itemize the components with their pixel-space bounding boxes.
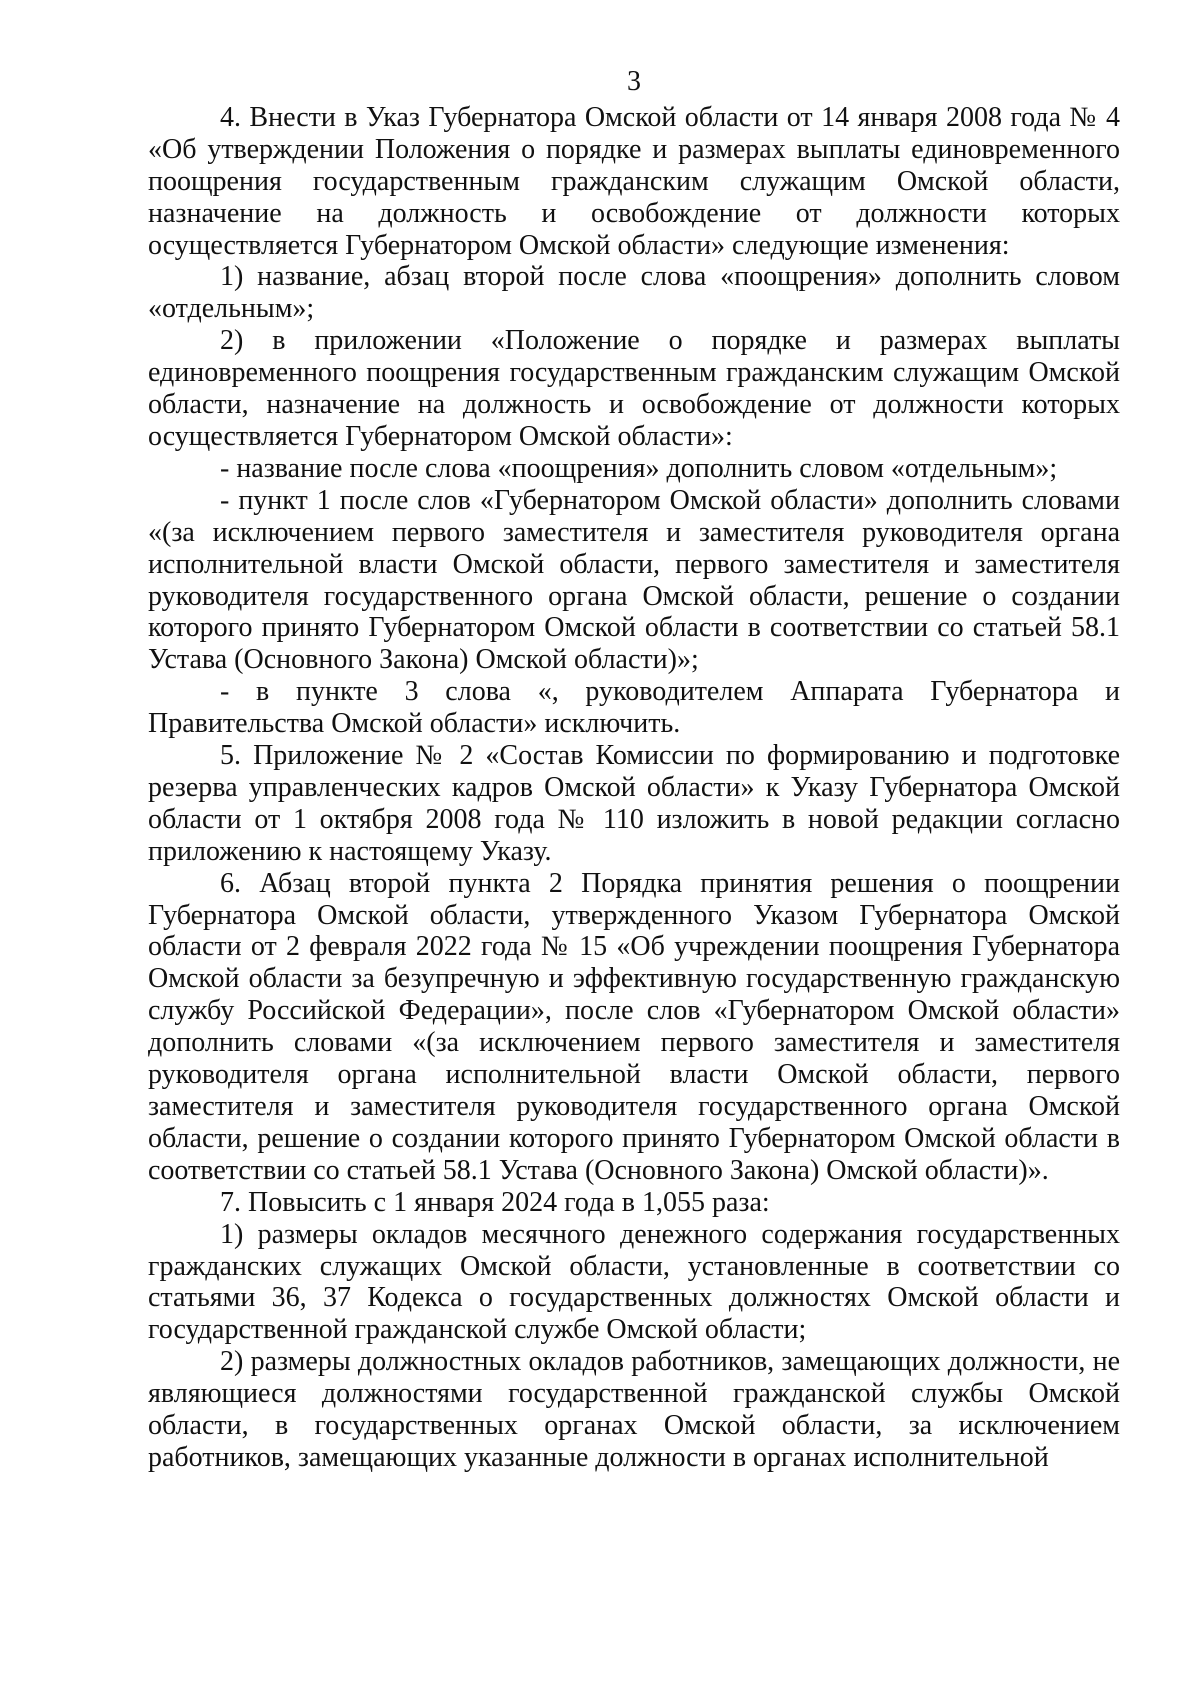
paragraph-dash-point-1: - пункт 1 после слов «Губернатором Омской области» дополнить словами «(за исключением первого заместителя и заместителя руководителя органа исполнительной власти Омской области, первого заместителя и заместителя руководителя государственного органа Омской области, решение о создании которого принято Губернатором Омской области в соответствии со статьей 58.1 Устава (Основного Закона) Омской области)»; [148,484,1120,676]
paragraph-dash-title: - название после слова «поощрения» дополнить словом «отдельным»; [220,452,1058,484]
page-number: 3 [627,66,641,97]
paragraph-subitem-7-2: 2) размеры должностных окладов работников, замещающих должности, не являющиеся должностями государственной гражданской службы Омской области, в государственных органах Омской области, за исключением работников, замещающих указанные должности в органах исполнительной [148,1346,1120,1473]
paragraph-subitem-7-1: 1) размеры окладов месячного денежного содержания государственных гражданских служащих Омской области, установленные в соответствии со статьями 36, 37 Кодекса о государственных должностях Омской области и государственной гражданской службе Омской области; [148,1218,1120,1346]
paragraph-item-6: 6. Абзац второй пункта 2 Порядка принятия решения о поощрении Губернатора Омской области, утвержденного Указом Губернатора Омской области от 2 февраля 2022 года № 15 «Об учреждении поощрения Губернатора Омской области за безупречную и эффективную государственную гражданскую службу Российской Федерации», после слов «Губернатором Омской области» дополнить словами «(за исключением первого заместителя и заместителя руководителя органа исполнительной власти Омской области, первого заместителя и заместителя руководителя государственного органа Омской области, решение о создании которого принято Губернатором Омской области в соответствии со статьей 58.1 Устава (Основного Закона) Омской области)». [148,867,1120,1186]
paragraph-item-5: 5. Приложение № 2 «Состав Комиссии по формированию и подготовке резерва управленческих кадров Омской области» к Указу Губернатора Омской области от 1 октября 2008 года № 110 изложить в новой редакции согласно приложению к настоящему Указу. [148,740,1120,867]
paragraph-subitem-4-1: 1) название, абзац второй после слова «поощрения» дополнить словом «отдельным»; [148,261,1120,325]
paragraph-item-4: 4. Внести в Указ Губернатора Омской области от 14 января 2008 года № 4 «Об утверждении Положения о порядке и размерах выплаты единовременного поощрения государственным гражданским служащим Омской области, назначение на должность и освобождение от должности которых осуществляется Губернатором Омской области» следующие изменения: [148,101,1120,261]
paragraph-item-7: 7. Повысить с 1 января 2024 года в 1,055 раза: [220,1186,770,1218]
paragraph-subitem-4-2: 2) в приложении «Положение о порядке и размерах выплаты единовременного поощрения государственным гражданским служащим Омской области, назначение на должность и освобождение от должности которых осуществляется Губернатором Омской области»: [148,325,1120,452]
document-page [148,66,1120,1474]
paragraph-dash-point-3: - в пункте 3 слова «, руководителем Аппарата Губернатора и Правительства Омской области» исключить. [148,676,1120,740]
